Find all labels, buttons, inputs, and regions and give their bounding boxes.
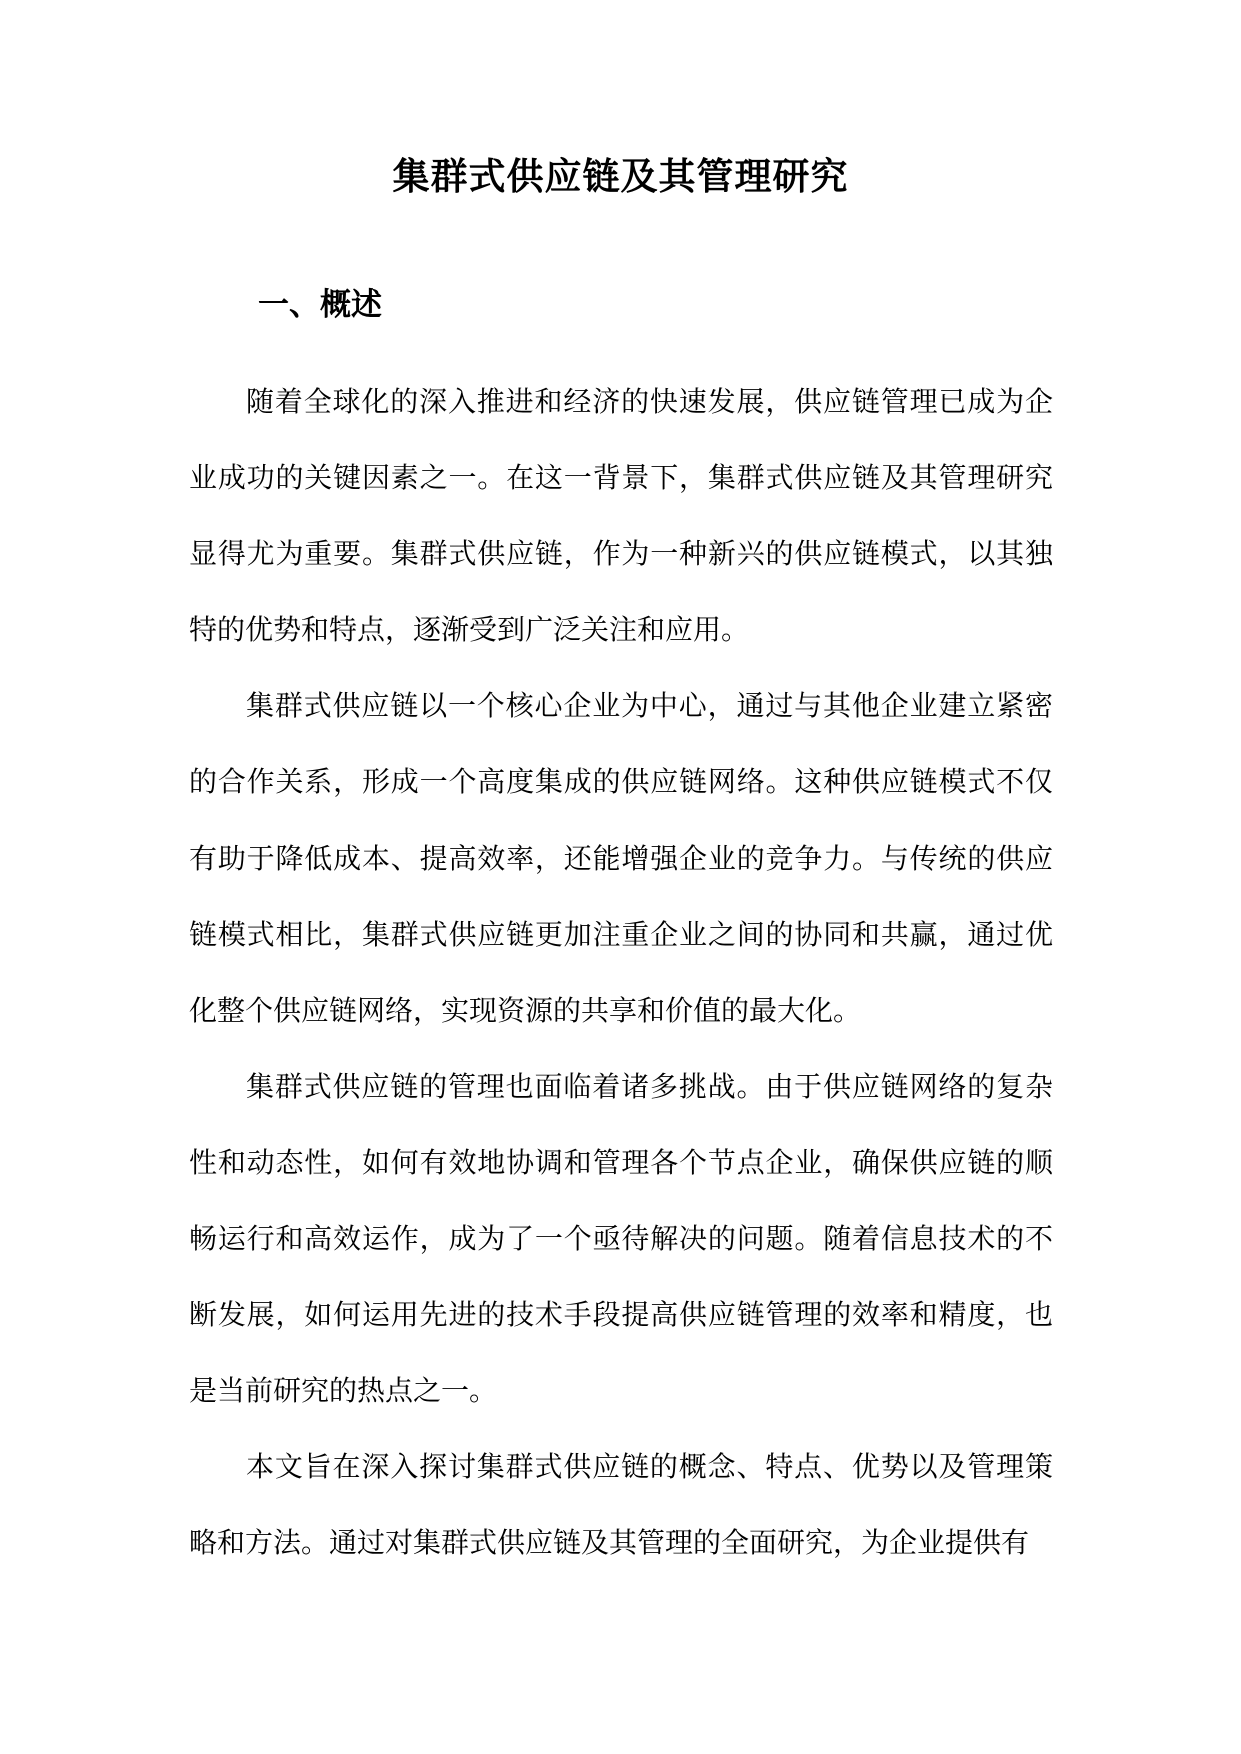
paragraph: 集群式供应链以一个核心企业为中心，通过与其他企业建立紧密的合作关系，形成一个高度集成的供应链网络。这种供应链模式不仅有助于降低成本、提高效率，还能增强企业的竞争力。与传统的供应链模式相比，集群式供应链更加注重企业之间的协同和共赢，通过优化整个供应链网络，实现资源的共享和价值的最大化。 [189,689,1053,1027]
paragraph: 随着全球化的深入推进和经济的快速发展，供应链管理已成为企业成功的关键因素之一。在这一背景下，集群式供应链及其管理研究显得尤为重要。集群式供应链，作为一种新兴的供应链模式，以其独特的优势和特点，逐渐受到广泛关注和应用。 [189,385,1053,647]
document-title: 集群式供应链及其管理研究 [392,154,849,198]
paragraph: 集群式供应链的管理也面临着诸多挑战。由于供应链网络的复杂性和动态性，如何有效地协调和管理各个节点企业，确保供应链的顺畅运行和高效运作，成为了一个亟待解决的问题。随着信息技术的不断发展，如何运用先进的技术手段提高供应链管理的效率和精度，也是当前研究的热点之一。 [189,1069,1053,1408]
section-heading: 一、概述 [258,287,382,323]
paragraph: 本文旨在深入探讨集群式供应链的概念、特点、优势以及管理策略和方法。通过对集群式供应链及其管理的全面研究，为企业提供有 [189,1450,1053,1560]
body-text [189,364,1053,1582]
